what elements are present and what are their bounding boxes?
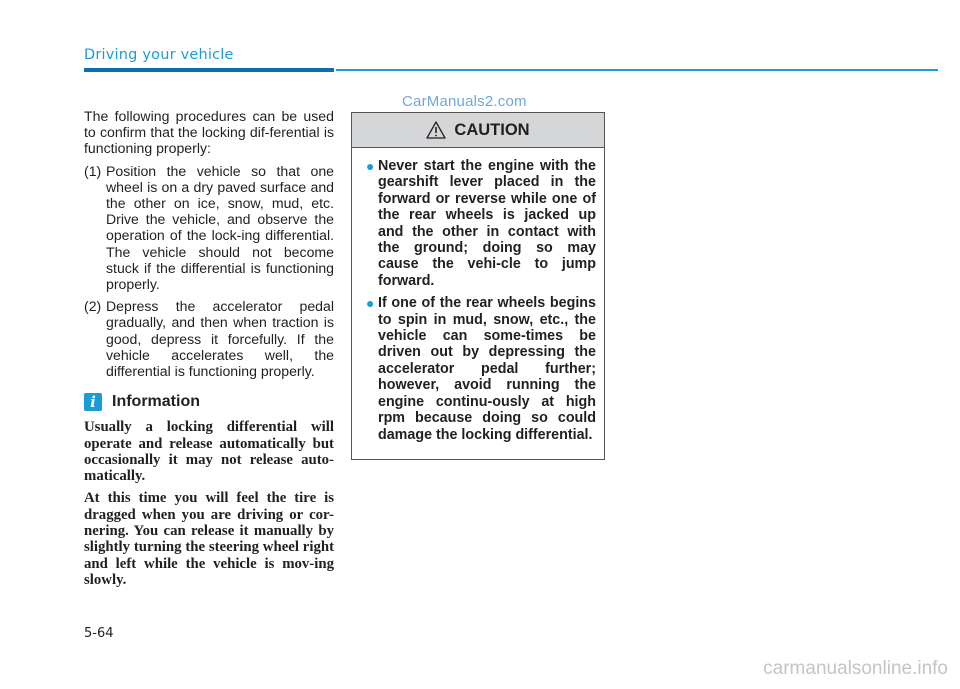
header-accent-bar [84, 68, 334, 72]
caution-box [351, 112, 605, 460]
information-heading [84, 393, 334, 411]
watermark-top: CarManuals2.com [402, 93, 527, 110]
caution-item-text: If one of the rear wheels begins to spin in mud, snow, etc., the vehicle can some-times be driven out by depressing the accelerator pedal further; however, avoid running the engine continu-ously at high rpm because doing so could damage the locking differential. [378, 295, 596, 443]
caution-item-text: Never start the engine with the gearshift lever placed in the forward or reverse while one of the rear wheels is jacked up and the other in contact with the ground; doing so may cause the vehi-cle to jump forward. [378, 158, 596, 289]
page-number: 5-64 [84, 626, 114, 641]
procedure-step [84, 298, 334, 379]
caution-item [366, 295, 596, 443]
caution-header [352, 113, 604, 148]
step-text: Position the vehicle so that one wheel is on a dry paved surface and the other on ice, snow, mud, etc. Drive the vehicle, and observe the operation of the lock-ing differential. The vehicle should not become stuck if the differential is functioning properly. [106, 162, 334, 293]
header-rule-line [336, 69, 938, 71]
warning-triangle-icon [426, 121, 446, 139]
left-column [84, 108, 334, 594]
watermark-bottom: carmanualsonline.info [763, 658, 948, 679]
step-text: Depress the accelerator pedal gradually, and then when traction is good, depress it forcefully. If the vehicle accelerates well, the differential is functioning properly. [106, 298, 334, 380]
step-number: (2) [84, 298, 102, 315]
caution-label: CAUTION [454, 120, 530, 139]
information-paragraph: Usually a locking differential will operate and release automatically but occasionally it may not release auto-matically. [84, 419, 334, 485]
information-paragraph: At this time you will feel the tire is dragged when you are driving or cor-nering. You can release it manually by slightly turning the steering wheel right and left while the vehicle is mov-ing slowly. [84, 490, 334, 588]
section-header-title: Driving your vehicle [84, 47, 234, 63]
procedure-step [84, 163, 334, 293]
bullet-icon: ● [366, 158, 375, 174]
info-icon: i [84, 393, 102, 411]
procedure-list [84, 163, 334, 380]
bullet-icon: ● [366, 295, 375, 312]
step-number: (1) [84, 162, 102, 179]
intro-paragraph: The following procedures can be used to confirm that the locking dif-ferential is functioning properly: [84, 108, 334, 157]
caution-item [366, 158, 596, 289]
information-title: Information [112, 393, 200, 411]
caution-list [352, 148, 604, 443]
